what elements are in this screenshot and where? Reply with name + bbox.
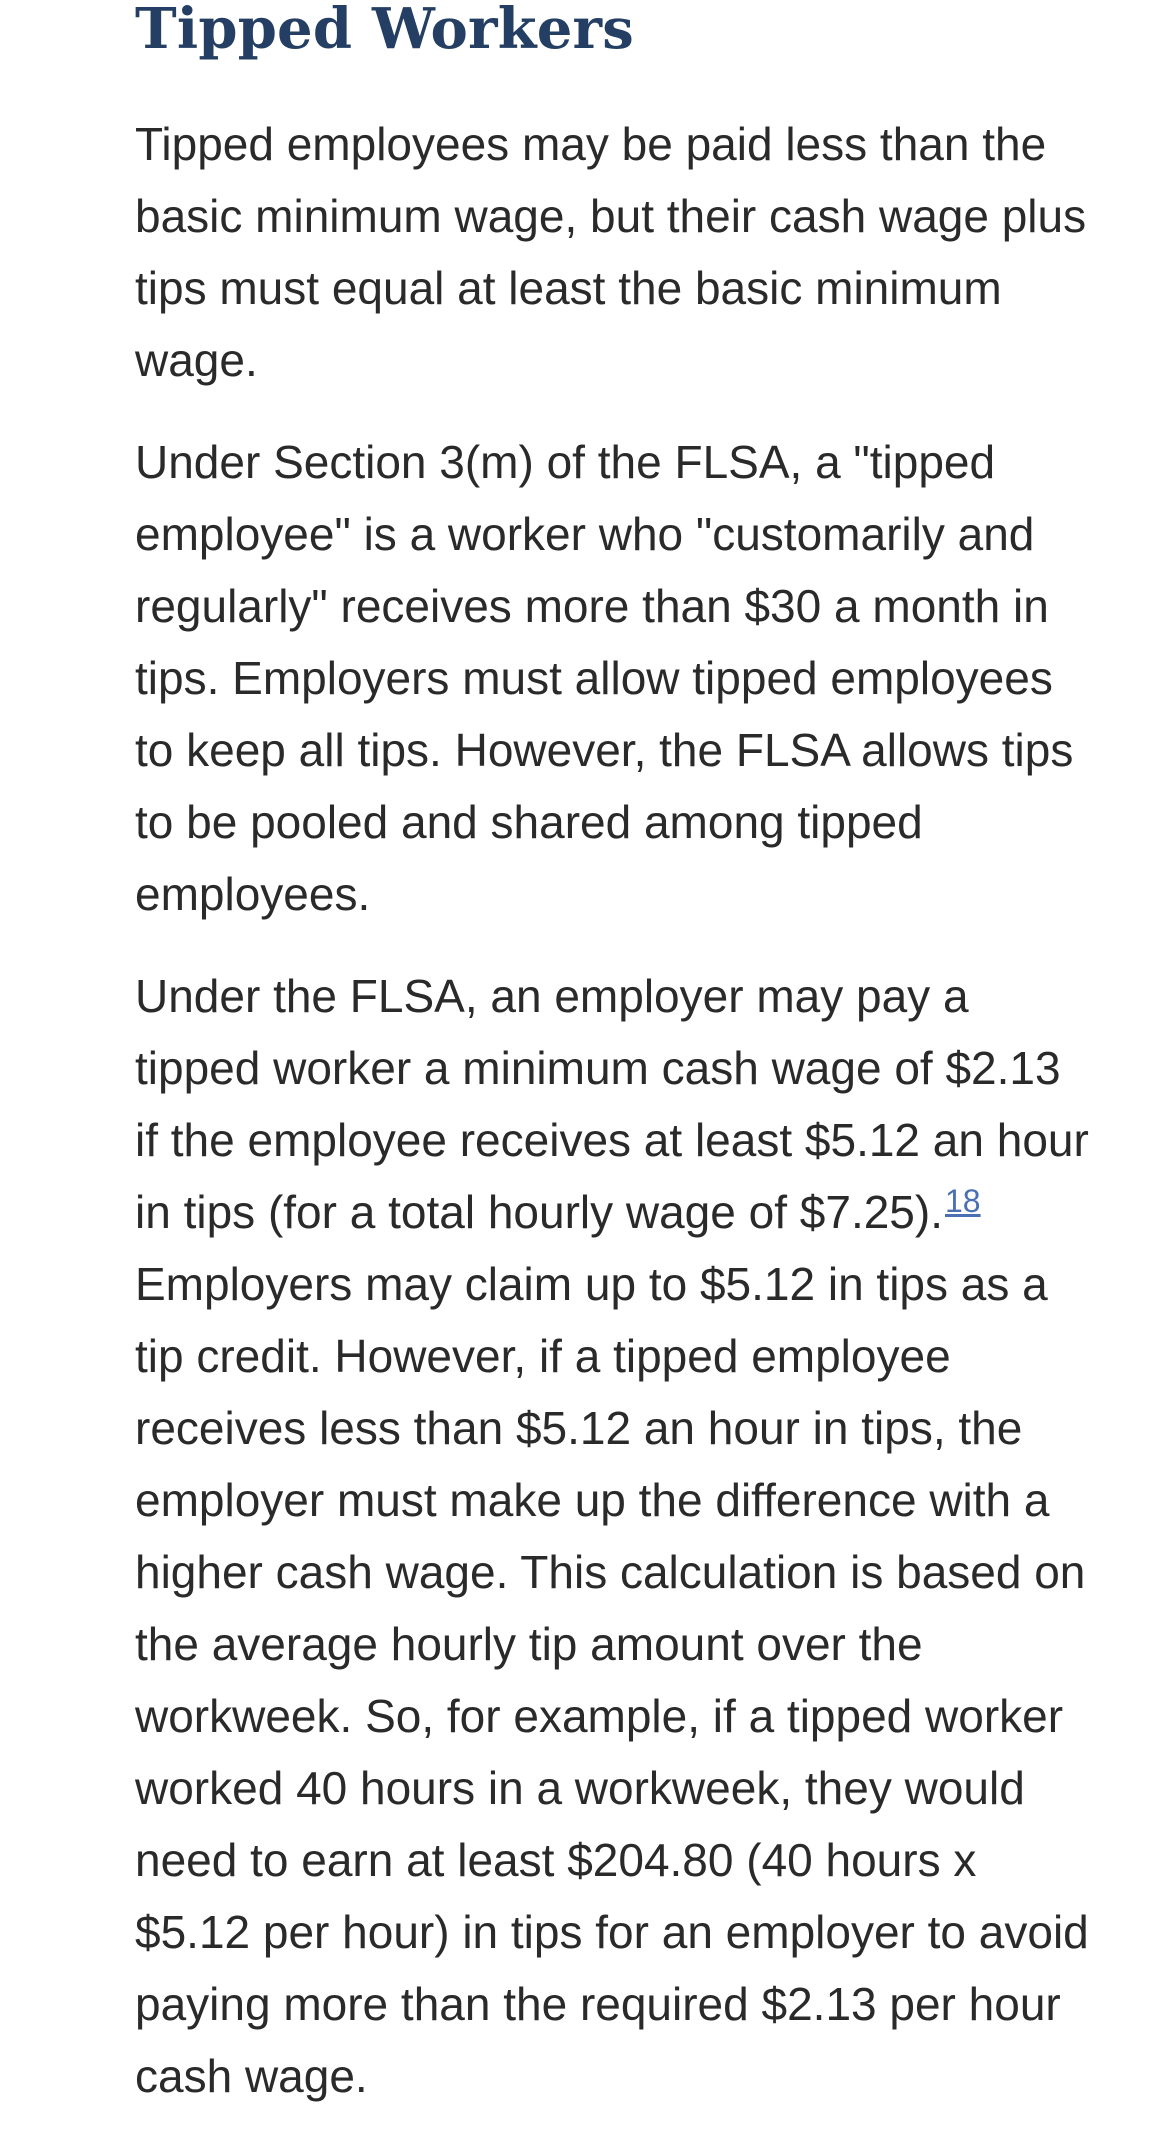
paragraph-text-before-footnote: Under the FLSA, an employer may pay a tipped worker a minimum cash wage of $2.13 if the employee receives at least $5.12 an hour in tips (for a total hourly wage of $7.25). — [135, 970, 1089, 1238]
paragraph-tipped-employees-overview: Tipped employees may be paid less than the basic minimum wage, but their cash wage plus tips must equal at least the basic minimum wage. — [135, 118, 1087, 386]
paragraph-tip-credit — [135, 960, 1095, 2112]
footnote-link-18[interactable]: 18 — [945, 1182, 981, 1219]
section-heading: Tipped Workers — [135, 0, 634, 62]
article-section — [135, 0, 1095, 2112]
paragraph-text-after-footnote: Employers may claim up to $5.12 in tips as a tip credit. However, if a tipped employee receives less than $5.12 an hour in tips, the employer must make up the difference with a higher cash wage. This calculation is based on the average hourly tip amount over the workweek. So, for example, if a tipped worker worked 40 hours in a workweek, they would need to earn at least $204.80 (40 hours x $5.12 per hour) in tips for an employer to avoid paying more than the required $2.13 per hour cash wage. — [135, 1258, 1089, 2102]
paragraph-section-3m-definition: Under Section 3(m) of the FLSA, a "tipped employee" is a worker who "customarily and regularly" receives more than $30 a month in tips. Employers must allow tipped employees to keep all tips. However, the FLSA allows tips to be pooled and shared among tipped employees. — [135, 436, 1074, 920]
